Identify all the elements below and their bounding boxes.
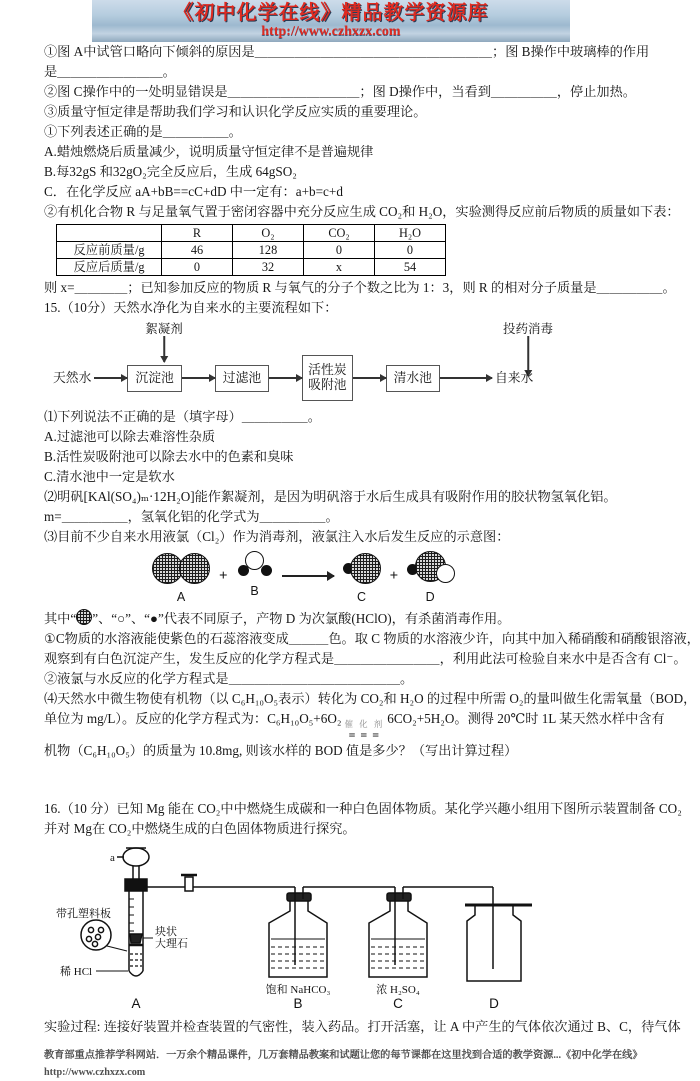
flow-box-carbon [302,355,352,401]
perforated-plate-label: 带孔塑料板 [56,907,111,920]
q14-line-2: 是＿＿＿＿＿＿＿＿。 [44,64,176,79]
q16-line-1: 16.（10 分）已知 Mg 能在 CO₂中中燃烧生成碳和一种白色固体物质。某化学兴趣小组用下图所示装置制备 CO₂ [44,800,682,816]
catalyst-equals [344,720,384,741]
equation-left: 单位为 mg/L）。反应的化学方程式为：C₆H₁₀O₅+6O₂ [44,711,342,726]
q15-sub4-line1: ⑷天然水中微生物使有机物（以 C₆H₁₀O₅表示）转化为 CO₂和 H₂O 的过程中所需 O₂的量叫做生化需氧量（BOD， [44,691,697,706]
q15-sub2b: m=＿＿＿＿＿，氢氧化铝的化学式为＿＿＿＿＿。 [44,509,339,524]
flow-arrow-icon [94,377,127,379]
apparatus-letter-d: D [489,995,499,1011]
molecule-label: D [425,590,435,604]
mass-table [56,224,446,276]
legend-text: 其中“ [44,611,77,626]
legend-text: ”、“○”、“●”代表不同原子，产物 D 为次氯酸(HClO)，有杀菌消毒作用。 [92,611,511,626]
apparatus-diagram [54,841,534,1011]
q16-line-2: 并对 Mg在 CO₂中燃烧生成的白色固体物质进行探究。 [44,820,356,836]
apparatus-letter-c: C [393,995,403,1011]
flow-box-filtration: 过滤池 [215,365,269,392]
site-banner [92,0,570,42]
flow-box-carbon-line2: 吸附池 [308,378,347,392]
table-header-cell: H₂O [375,225,446,242]
molecule-b [237,551,273,601]
apparatus-letter-a: A [131,995,141,1011]
equals-sign: = = = [348,727,381,742]
banner-url[interactable]: http://www.czhxzx.com [261,24,401,39]
reaction-diagram [152,551,636,607]
table-header-cell [57,225,162,242]
molecule-a [152,551,210,607]
q15-sub1-option-b: B.活性炭吸附池可以除去水中的色素和臭味 [44,449,294,464]
molecule-label: B [250,584,259,598]
hydrogen-atom-icon [261,565,272,576]
table-cell: 128 [233,242,304,259]
q15-sub2: ⑵明矾[KAl(SO₄)ₘ·12H₂O]能作絮凝剂，是因为明矾溶于水后生成具有吸附作用的胶状物氢氧化铝。 [44,489,617,504]
table-header-cell: CO₂ [304,225,375,242]
marble-label-line2: 大理石 [155,937,188,950]
flow-box-clearwater: 清水池 [386,365,440,392]
flow-arrow-icon [440,377,492,379]
q15-sub1: ⑴下列说法不正确的是（填字母）＿＿＿＿＿。 [44,409,321,424]
plus-sign: + [219,568,228,584]
catalyst-label: 催 化 剂 [344,719,385,729]
chlorine-atom-icon [350,553,381,584]
banner-title: 《初中化学在线》精品教学资源库 [173,2,489,24]
flow-arrow-icon [182,377,215,379]
molecule-d [407,551,453,607]
coagulant-label: 絮凝剂 [145,322,183,336]
bottle-b-label: 饱和 NaHCO₃ [265,983,331,996]
table-cell: x [304,259,375,276]
q15-sub4-line2 [44,709,665,742]
table-header-cell: R [162,225,233,242]
table-cell: 反应后质量/g [57,259,162,276]
molecule-c [343,551,381,607]
chlorine-atom-icon [179,553,210,584]
reaction-arrow-icon [282,575,334,577]
funnel-a-label: a [110,851,115,864]
q14-line-1: ①图 A中试管口略向下倾斜的原因是＿＿＿＿＿＿＿＿＿＿＿＿＿＿＿＿＿＿；图 B操作中玻璃棒的作用 [44,44,650,59]
oxygen-atom-icon [436,564,455,583]
table-cell: 0 [375,242,446,259]
table-cell: 32 [233,259,304,276]
table-cell: 反应前质量/g [57,242,162,259]
q15-sub4-line3: 机物（C₆H₁₀O₅）的质量为 10.8mg, 则该水样的 BOD 值是多少？（写出计算过程） [44,742,518,758]
hatched-atom-icon [76,609,92,625]
spacer [44,761,636,799]
q16-process: 实验过程: 连接好装置并检查装置的气密性，装入药品。打开活塞，让 A 中产生的气体依次通过 B、C，待气体 [44,1018,681,1034]
q15-c1-line1: ①C物质的水溶液能使紫色的石蕊溶液变成＿＿＿色。取 C 物质的水溶液少许，向其中加入稀硝酸和硝酸银溶液， [44,631,700,646]
atom-legend [44,609,636,629]
table-cell: 46 [162,242,233,259]
footer-text: 教育部重点推荐学科网站．一万余个精品课件，几万套精品教案和试题让您的每节课都在这里找到合适的教学资源...《初中化学在线》http://www.czhxzx.com [44,1049,643,1078]
flow-source-label: 天然水 [53,371,92,385]
flow-box-carbon-line1: 活性炭 [308,363,347,377]
flow-output-label: 自来水 [494,371,534,385]
hydrogen-atom-icon [238,565,249,576]
flow-box-sedimentation: 沉淀池 [127,365,181,392]
q14-option-b: B.每32gS 和32gO₂完全反应后，生成 64gSO₂ [44,164,297,179]
water-flow-diagram [44,319,636,405]
table-row [57,242,446,259]
q14-line-3: ②图 C操作中的一处明显错误是＿＿＿＿＿＿＿＿＿＿；图 D操作中，当看到＿＿＿＿＿，停止加热。 [44,84,636,99]
q14-option-c: C．在化学反应 aA+bB==cC+dD 中一定有：a+b=c+d [44,184,343,199]
q15-c2: ②液氯与水反应的化学方程式是＿＿＿＿＿＿＿＿＿＿＿＿＿。 [44,671,414,686]
flow-arrow-icon [269,377,302,379]
q15-title: 15.（10分）天然水净化为自来水的主要流程如下： [44,300,338,315]
table-row [57,225,446,242]
q14-option-a: A.蜡烛燃烧后质量减少，说明质量守恒定律不是普遍规律 [44,144,374,159]
table-row [57,259,446,276]
q14-after-table: 则 x=＿＿＿＿；已知参加反应的物质 R 与氧气的分子个数之比为 1：3，则 R 的相对分子质量是＿＿＿＿＿。 [44,280,676,295]
q14-line-9: ②有机化合物 R 与足量氧气置于密闭容器中充分反应生成 CO₂和 H₂O，实验测得反应前后物质的质量如下表： [44,204,680,219]
q14-line-5: ①下列表述正确的是＿＿＿＿＿。 [44,124,242,139]
apparatus-letter-b: B [293,995,303,1011]
q14-line-4: ③质量守恒定律是帮助我们学习和认识化学反应实质的重要理论。 [44,104,427,119]
table-cell: 0 [304,242,375,259]
marble-label-line1: 块状 [155,925,177,938]
q15-sub1-option-c: C.清水池中一定是软水 [44,469,175,484]
plus-sign: + [389,568,399,584]
disinfect-label: 投药消毒 [502,322,554,336]
bottle-c-label: 浓 H₂SO₄ [376,983,420,996]
molecule-label: C [357,590,367,604]
dilute-hcl-label: 稀 HCl [60,965,93,978]
table-cell: 54 [375,259,446,276]
table-header-cell: O₂ [233,225,304,242]
q15-c1-line2: 观察到有白色沉淀产生，发生反应的化学方程式是＿＿＿＿＿＿＿＿，利用此法可检验自来水中是否含有 Cl⁻。 [44,651,687,666]
molecule-label: A [176,590,186,604]
equation-right: 6CO₂+5H₂O。测得 20℃时 1L 某天然水样中含有 [387,711,665,726]
q15-sub1-option-a: A.过滤池可以除去难溶性杂质 [44,429,216,444]
table-cell: 0 [162,259,233,276]
q15-sub3: ⑶目前不少自来水用液氯（Cl₂）作为消毒剂，液氯注入水后发生反应的示意图： [44,529,510,544]
flow-arrow-icon [353,377,386,379]
